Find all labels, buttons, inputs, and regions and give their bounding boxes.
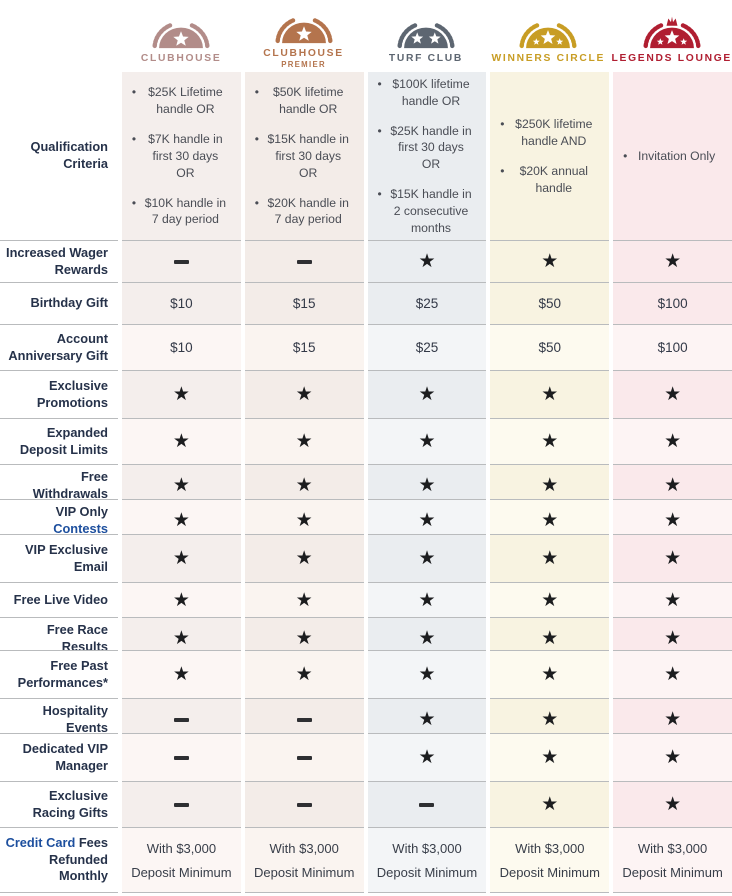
- row-label-qualification-criteria: [0, 72, 118, 241]
- row-label-text: [4, 835, 108, 886]
- dash-icon: [174, 803, 189, 807]
- cell-account-anniversary-gift-turf-club: [368, 324, 487, 370]
- cell-free-live-video-clubhouse: [122, 582, 241, 617]
- label-text: Fees Refunded Monthly: [48, 834, 108, 884]
- bullet-text: $100K lifetime handle OR: [392, 77, 470, 108]
- cell-account-anniversary-gift-winners-circle: [490, 324, 609, 370]
- cell-value: $15: [292, 340, 316, 355]
- cell-increased-wager-rewards-winners-circle: [490, 240, 609, 283]
- row-label-text: [4, 139, 108, 173]
- cell-increased-wager-rewards-clubhouse-premier: [245, 240, 364, 283]
- cell-value: $100: [657, 296, 688, 311]
- table-row-exclusive-racing-gifts: [0, 781, 732, 827]
- bullet-dot-icon: •: [377, 123, 382, 138]
- cell-free-past-performances-legends-lounge: [613, 650, 732, 698]
- row-label-increased-wager-rewards: [0, 240, 118, 283]
- star-icon: ★: [295, 431, 313, 452]
- row-label-text: [4, 425, 108, 459]
- table-row-qualification-criteria: [0, 72, 732, 240]
- star-icon: ★: [664, 431, 682, 452]
- cell-dedicated-vip-manager-winners-circle: [490, 733, 609, 781]
- cell-credit-card-fees-refunded-monthly-legends-lounge: [613, 827, 732, 893]
- legends-lounge-logo-icon: [625, 13, 719, 51]
- cell-credit-card-fees-refunded-monthly-winners-circle: [490, 827, 609, 893]
- cell-free-live-video-clubhouse-premier: [245, 582, 364, 617]
- bullet-item: [494, 163, 601, 197]
- tier-header-clubhouse: [122, 0, 240, 72]
- bullet-text: $15K handle in 2 consecutive months: [390, 187, 472, 235]
- cell-exclusive-promotions-turf-club: [368, 370, 487, 418]
- label-text: Qualification Criteria: [30, 139, 108, 172]
- tier-subname: PREMIER: [281, 59, 326, 69]
- cell-line: With $3,000: [637, 840, 708, 856]
- star-icon: ★: [664, 510, 682, 532]
- table-row-free-live-video: [0, 582, 732, 617]
- cell-exclusive-racing-gifts-clubhouse-premier: [245, 781, 364, 827]
- table-row-vip-only-contests: [0, 499, 732, 534]
- row-label-free-past-performances: [0, 650, 118, 698]
- cell-birthday-gift-winners-circle: [490, 282, 609, 324]
- cell-exclusive-racing-gifts-legends-lounge: [613, 781, 732, 827]
- bullet-text: $250K lifetime handle AND: [515, 117, 593, 148]
- cell-line: Deposit Minimum: [131, 864, 232, 880]
- bullet-dot-icon: •: [623, 148, 628, 163]
- bullet-item: [249, 195, 356, 229]
- label-text: Increased Wager Rewards: [6, 245, 108, 277]
- cell-vip-exclusive-email-winners-circle: [490, 534, 609, 582]
- star-icon: ★: [664, 384, 682, 405]
- cell-birthday-gift-turf-club: [368, 282, 487, 324]
- tier-name: TURF CLUB: [388, 52, 464, 64]
- cell-free-past-performances-clubhouse-premier: [245, 650, 364, 698]
- table-row-hospitality-events: [0, 698, 732, 733]
- star-icon: ★: [418, 475, 436, 497]
- cell-value-stack: [500, 841, 600, 880]
- bullet-dot-icon: •: [254, 85, 259, 100]
- clubhouse-premier-logo-icon: [257, 8, 351, 46]
- cell-expanded-deposit-limits-clubhouse-premier: [245, 418, 364, 464]
- star-icon: ★: [418, 664, 436, 685]
- row-label-text: [4, 658, 108, 692]
- cell-increased-wager-rewards-legends-lounge: [613, 240, 732, 283]
- cell-value: $100: [657, 340, 688, 355]
- cell-exclusive-racing-gifts-clubhouse: [122, 781, 241, 827]
- row-label-birthday-gift: [0, 282, 118, 324]
- bullet-dot-icon: •: [254, 195, 259, 210]
- cell-qualification-criteria-clubhouse: [122, 72, 241, 241]
- row-label-text: [4, 741, 108, 775]
- row-label-free-live-video: [0, 582, 118, 617]
- cell-free-live-video-legends-lounge: [613, 582, 732, 617]
- cell-qualification-criteria-winners-circle: [490, 72, 609, 241]
- tier-header-clubhouse-premier: [244, 0, 362, 72]
- row-label-expanded-deposit-limits: [0, 418, 118, 464]
- qualification-list: [245, 80, 364, 232]
- star-icon: ★: [664, 589, 682, 611]
- bullet-text: $15K handle in first 30 days OR: [267, 132, 349, 180]
- bullet-text: $20K annual handle: [519, 163, 589, 195]
- bullet-text: Invitation Only: [637, 148, 716, 163]
- cell-exclusive-promotions-winners-circle: [490, 370, 609, 418]
- tier-header-turf-club: [367, 0, 485, 72]
- cell-line: Deposit Minimum: [622, 864, 723, 880]
- label-text: Exclusive Promotions: [36, 377, 108, 410]
- cell-line: Deposit Minimum: [253, 864, 355, 880]
- star-icon: ★: [541, 251, 559, 273]
- label-text: Free Live Video: [13, 591, 108, 607]
- bullet-text: $10K handle in 7 day period: [144, 195, 227, 227]
- cell-vip-exclusive-email-turf-club: [368, 534, 487, 582]
- bullet-text: $20K handle in 7 day period: [267, 195, 349, 227]
- star-icon: ★: [418, 384, 436, 405]
- dash-icon: [174, 718, 189, 722]
- bullet-item: [372, 186, 479, 236]
- bullet-item: [494, 116, 601, 150]
- dash-icon: [297, 756, 312, 760]
- bullet-item: [249, 84, 356, 118]
- cell-credit-card-fees-refunded-monthly-clubhouse: [122, 827, 241, 893]
- cell-account-anniversary-gift-legends-lounge: [613, 324, 732, 370]
- star-icon: ★: [295, 589, 313, 611]
- star-icon: ★: [295, 548, 313, 569]
- star-icon: ★: [172, 431, 190, 452]
- label-text: VIP Exclusive Email: [25, 541, 108, 574]
- tier-name: WINNERS CIRCLE: [491, 52, 606, 64]
- cell-exclusive-racing-gifts-winners-circle: [490, 781, 609, 827]
- label-text: Expanded Deposit Limits: [19, 424, 108, 457]
- label-text: Free Race Results: [46, 622, 108, 654]
- cell-exclusive-racing-gifts-turf-club: [368, 781, 487, 827]
- bullet-item: [126, 131, 233, 181]
- bullet-dot-icon: •: [131, 85, 137, 100]
- tier-name: CLUBHOUSE: [140, 52, 222, 64]
- tier-header-legends-lounge: [612, 0, 732, 72]
- bullet-dot-icon: •: [377, 77, 382, 91]
- row-label-text: [4, 378, 108, 412]
- label-text: Free Past Performances*: [17, 657, 108, 690]
- bullet-text: $25K handle in first 30 days OR: [390, 123, 472, 172]
- tier-name: CLUBHOUSE: [263, 47, 344, 59]
- row-label-text: [4, 788, 108, 822]
- star-icon: ★: [418, 628, 436, 650]
- cell-dedicated-vip-manager-turf-club: [368, 733, 487, 781]
- star-icon: ★: [541, 628, 559, 650]
- bullet-item: [126, 84, 233, 118]
- tier-header-row: [0, 0, 732, 72]
- star-icon: ★: [541, 384, 559, 405]
- qualification-list: [613, 144, 732, 169]
- contests-link[interactable]: Contests: [53, 520, 108, 536]
- dash-icon: [297, 260, 312, 264]
- bullet-dot-icon: •: [500, 117, 505, 132]
- label-text: Birthday Gift: [30, 295, 108, 311]
- cell-line: With $3,000: [392, 840, 462, 856]
- star-icon: ★: [541, 747, 559, 768]
- star-icon: ★: [418, 431, 436, 452]
- cell-line: Deposit Minimum: [499, 864, 600, 880]
- star-icon: ★: [418, 747, 436, 768]
- dash-icon: [174, 756, 189, 760]
- row-label-text: [14, 592, 108, 609]
- tier-header-winners-circle: [489, 0, 607, 72]
- cell-value: $10: [170, 340, 193, 355]
- star-icon: ★: [541, 548, 559, 569]
- cell-value: $25: [415, 296, 439, 311]
- table-row-free-withdrawals: [0, 464, 732, 499]
- cell-birthday-gift-clubhouse-premier: [245, 282, 364, 324]
- star-icon: ★: [418, 589, 436, 611]
- cell-free-past-performances-turf-club: [368, 650, 487, 698]
- bullet-dot-icon: •: [500, 163, 505, 178]
- star-icon: ★: [541, 709, 559, 731]
- star-icon: ★: [664, 709, 682, 731]
- star-icon: ★: [541, 664, 559, 685]
- table-row-dedicated-vip-manager: [0, 733, 732, 781]
- star-icon: ★: [295, 628, 313, 650]
- star-icon: ★: [295, 475, 313, 497]
- star-icon: ★: [664, 747, 682, 768]
- cell-value-stack: [377, 841, 477, 880]
- dash-icon: [174, 260, 189, 264]
- cell-expanded-deposit-limits-legends-lounge: [613, 418, 732, 464]
- star-icon: ★: [172, 548, 190, 569]
- star-icon: ★: [295, 384, 313, 405]
- cell-account-anniversary-gift-clubhouse: [122, 324, 241, 370]
- row-label-exclusive-racing-gifts: [0, 781, 118, 827]
- star-icon: ★: [172, 589, 190, 611]
- turf-club-logo-icon: [379, 13, 473, 51]
- cell-value: $50: [538, 296, 562, 311]
- credit-card-link[interactable]: Credit Card: [5, 834, 76, 850]
- star-icon: ★: [664, 475, 682, 497]
- bullet-item: [372, 76, 479, 110]
- label-text: Hospitality Events: [42, 703, 108, 735]
- bullet-dot-icon: •: [377, 187, 382, 202]
- cell-account-anniversary-gift-clubhouse-premier: [245, 324, 364, 370]
- row-label-text: [4, 504, 108, 538]
- cell-credit-card-fees-refunded-monthly-turf-club: [368, 827, 487, 893]
- cell-line: With $3,000: [146, 840, 217, 856]
- cell-free-live-video-turf-club: [368, 582, 487, 617]
- dash-icon: [297, 803, 312, 807]
- cell-exclusive-promotions-clubhouse: [122, 370, 241, 418]
- label-text: VIP Only: [55, 504, 108, 519]
- label-text: Account Anniversary Gift: [8, 330, 108, 363]
- label-text: Dedicated VIP Manager: [22, 740, 108, 773]
- star-icon: ★: [172, 628, 190, 650]
- bullet-dot-icon: •: [131, 195, 137, 210]
- cell-vip-exclusive-email-clubhouse: [122, 534, 241, 582]
- tier-name: LEGENDS LOUNGE: [611, 52, 732, 64]
- cell-exclusive-promotions-clubhouse-premier: [245, 370, 364, 418]
- label-text: Free Withdrawals: [32, 469, 108, 501]
- star-icon: ★: [418, 548, 436, 569]
- cell-exclusive-promotions-legends-lounge: [613, 370, 732, 418]
- cell-dedicated-vip-manager-clubhouse: [122, 733, 241, 781]
- row-label-text: [4, 703, 108, 737]
- star-icon: ★: [664, 628, 682, 650]
- star-icon: ★: [295, 510, 313, 532]
- star-icon: ★: [541, 431, 559, 452]
- cell-expanded-deposit-limits-turf-club: [368, 418, 487, 464]
- cell-increased-wager-rewards-turf-club: [368, 240, 487, 283]
- table-row-vip-exclusive-email: [0, 534, 732, 582]
- cell-value: $25: [415, 340, 439, 355]
- header-spacer: [0, 0, 118, 72]
- cell-qualification-criteria-turf-club: [368, 72, 487, 241]
- dash-icon: [297, 718, 312, 722]
- qualification-list: [122, 80, 241, 232]
- clubhouse-logo-icon: [134, 13, 228, 51]
- bullet-text: $50K lifetime handle OR: [272, 85, 344, 117]
- cell-vip-exclusive-email-legends-lounge: [613, 534, 732, 582]
- cell-qualification-criteria-legends-lounge: [613, 72, 732, 241]
- cell-value: $10: [170, 296, 193, 311]
- cell-value: $50: [538, 340, 562, 355]
- table-row-increased-wager-rewards: [0, 240, 732, 282]
- row-label-exclusive-promotions: [0, 370, 118, 418]
- table-row-expanded-deposit-limits: [0, 418, 732, 464]
- bullet-item: [617, 148, 724, 165]
- cell-value-stack: [131, 841, 231, 880]
- cell-line: With $3,000: [269, 840, 339, 856]
- cell-birthday-gift-legends-lounge: [613, 282, 732, 324]
- row-label-text: [4, 245, 108, 279]
- star-icon: ★: [541, 589, 559, 611]
- table-row-free-past-performances: [0, 650, 732, 698]
- star-icon: ★: [172, 664, 190, 685]
- row-label-text: [4, 542, 108, 576]
- cell-credit-card-fees-refunded-monthly-clubhouse-premier: [245, 827, 364, 893]
- row-label-dedicated-vip-manager: [0, 733, 118, 781]
- star-icon: ★: [172, 510, 190, 532]
- table-row-credit-card-fees-refunded-monthly: [0, 827, 732, 893]
- star-icon: ★: [541, 475, 559, 497]
- bullet-text: $7K handle in first 30 days OR: [148, 132, 223, 180]
- star-icon: ★: [541, 794, 559, 815]
- cell-value-stack: [622, 841, 722, 880]
- row-label-vip-exclusive-email: [0, 534, 118, 582]
- star-icon: ★: [664, 548, 682, 569]
- cell-value-stack: [254, 841, 354, 880]
- winners-circle-logo-icon: [501, 13, 595, 51]
- star-icon: ★: [418, 251, 436, 273]
- cell-increased-wager-rewards-clubhouse: [122, 240, 241, 283]
- bullet-dot-icon: •: [254, 132, 259, 147]
- cell-expanded-deposit-limits-clubhouse: [122, 418, 241, 464]
- cell-free-past-performances-clubhouse: [122, 650, 241, 698]
- cell-line: With $3,000: [515, 840, 585, 856]
- star-icon: ★: [664, 794, 682, 815]
- table-row-account-anniversary-gift: [0, 324, 732, 370]
- cell-qualification-criteria-clubhouse-premier: [245, 72, 364, 241]
- cell-free-live-video-winners-circle: [490, 582, 609, 617]
- row-label-text: [31, 295, 109, 312]
- table-row-free-race-results: [0, 617, 732, 654]
- dash-icon: [419, 803, 434, 807]
- cell-free-past-performances-winners-circle: [490, 650, 609, 698]
- table-row-exclusive-promotions: [0, 370, 732, 418]
- cell-birthday-gift-clubhouse: [122, 282, 241, 324]
- cell-expanded-deposit-limits-winners-circle: [490, 418, 609, 464]
- qualification-list: [490, 112, 609, 200]
- row-label-account-anniversary-gift: [0, 324, 118, 370]
- qualification-list: [368, 72, 487, 241]
- star-icon: ★: [664, 251, 682, 273]
- table-row-birthday-gift: [0, 282, 732, 324]
- bullet-item: [126, 195, 233, 229]
- cell-line: Deposit Minimum: [376, 864, 478, 880]
- cell-vip-exclusive-email-clubhouse-premier: [245, 534, 364, 582]
- star-icon: ★: [418, 510, 436, 532]
- bullet-item: [249, 131, 356, 181]
- bullet-dot-icon: •: [131, 132, 137, 147]
- row-label-text: [4, 331, 108, 365]
- star-icon: ★: [418, 709, 436, 731]
- cell-value: $15: [292, 296, 316, 311]
- row-label-text: [4, 469, 108, 503]
- bullet-item: [372, 123, 479, 173]
- cell-dedicated-vip-manager-clubhouse-premier: [245, 733, 364, 781]
- star-icon: ★: [172, 384, 190, 405]
- bullet-text: $25K Lifetime handle OR: [148, 85, 223, 117]
- star-icon: ★: [664, 664, 682, 685]
- cell-dedicated-vip-manager-legends-lounge: [613, 733, 732, 781]
- label-text: Exclusive Racing Gifts: [32, 787, 108, 820]
- star-icon: ★: [295, 664, 313, 685]
- row-label-credit-card-fees-refunded-monthly: [0, 827, 118, 893]
- star-icon: ★: [541, 510, 559, 532]
- star-icon: ★: [172, 475, 190, 497]
